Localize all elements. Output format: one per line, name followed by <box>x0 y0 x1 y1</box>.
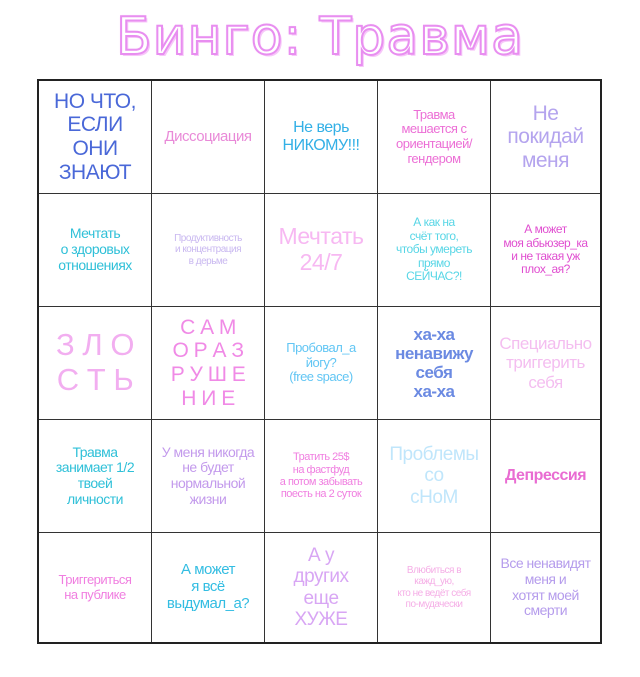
bingo-cell[interactable] <box>152 81 265 194</box>
cell-text: Пробовал_а йогу? (free space) <box>286 340 356 385</box>
bingo-cell[interactable] <box>39 194 152 307</box>
bingo-cell[interactable] <box>378 420 491 533</box>
bingo-cell[interactable] <box>152 420 265 533</box>
bingo-cell[interactable] <box>39 533 152 642</box>
cell-text: А может моя абьюзер_ка и не такая уж плох_ая? <box>503 222 588 277</box>
bingo-cell[interactable] <box>152 533 265 642</box>
cell-text: Влюбиться в кажд_ую, кто не ведёт себя по-мудачески <box>397 565 471 610</box>
bingo-cell[interactable] <box>152 307 265 420</box>
bingo-cell[interactable] <box>491 194 600 307</box>
bingo-grid <box>37 79 602 644</box>
cell-text: Проблемы со сНоМ <box>389 444 479 508</box>
bingo-cell[interactable] <box>491 307 600 420</box>
cell-text: Мечтать 24/7 <box>278 223 364 275</box>
bingo-cell[interactable] <box>491 81 600 194</box>
cell-text: Диссоциация <box>164 127 252 145</box>
bingo-cell[interactable] <box>39 81 152 194</box>
cell-text: Не покидай меня <box>507 101 584 172</box>
cell-text: А может я всё выдумал_а? <box>166 561 250 612</box>
cell-text: С А М О Р А З Р У Ш Е Н И Е <box>170 315 246 410</box>
page-title: Бинго: Травма <box>115 7 525 67</box>
bingo-cell[interactable] <box>378 533 491 642</box>
cell-text: У меня никогда не будет нормальной жизни <box>161 443 255 507</box>
bingo-cell[interactable] <box>39 307 152 420</box>
cell-text: Тратить 25$ на фастфуд а потом забывать поесть на 2 суток <box>279 451 363 501</box>
cell-text: Депрессия <box>504 467 587 485</box>
bingo-cell[interactable] <box>265 81 378 194</box>
bingo-cell[interactable] <box>378 307 491 420</box>
bingo-cell[interactable] <box>491 533 600 642</box>
cell-text: Травма мешается с ориентацией/ гендером <box>396 106 472 166</box>
bingo-cell[interactable] <box>265 533 378 642</box>
bingo-cell[interactable] <box>491 420 600 533</box>
cell-text: Мечтать о здоровых отношениях <box>58 225 132 273</box>
cell-text: Продуктивность и концентрация в дерьме <box>174 233 242 267</box>
cell-text: Триггериться на публике <box>58 571 132 602</box>
cell-text: А у других еще ХУЖЕ <box>293 544 349 630</box>
bingo-cell[interactable] <box>152 194 265 307</box>
bingo-cell[interactable] <box>378 81 491 194</box>
cell-text: Специально триггерить себя <box>499 334 592 392</box>
bingo-cell[interactable] <box>378 194 491 307</box>
bingo-cell-free-space[interactable] <box>265 307 378 420</box>
cell-text: Не верь НИКОМУ!!! <box>282 119 360 154</box>
cell-text: НО ЧТО, ЕСЛИ ОНИ ЗНАЮТ <box>54 89 136 184</box>
bingo-cell[interactable] <box>265 194 378 307</box>
bingo-cell[interactable] <box>39 420 152 533</box>
cell-text: ха-ха ненавижу себя ха-ха <box>395 324 473 402</box>
cell-text: Все ненавидят меня и хотят моей смерти <box>500 555 591 619</box>
bingo-cell[interactable] <box>265 420 378 533</box>
cell-text: А как на счёт того, чтобы умереть прямо СЕЙЧАС?! <box>395 215 473 284</box>
cell-text: Травма занимает 1/2 твоей личности <box>55 443 135 507</box>
cell-text: З Л О С Т Ь <box>56 327 134 397</box>
